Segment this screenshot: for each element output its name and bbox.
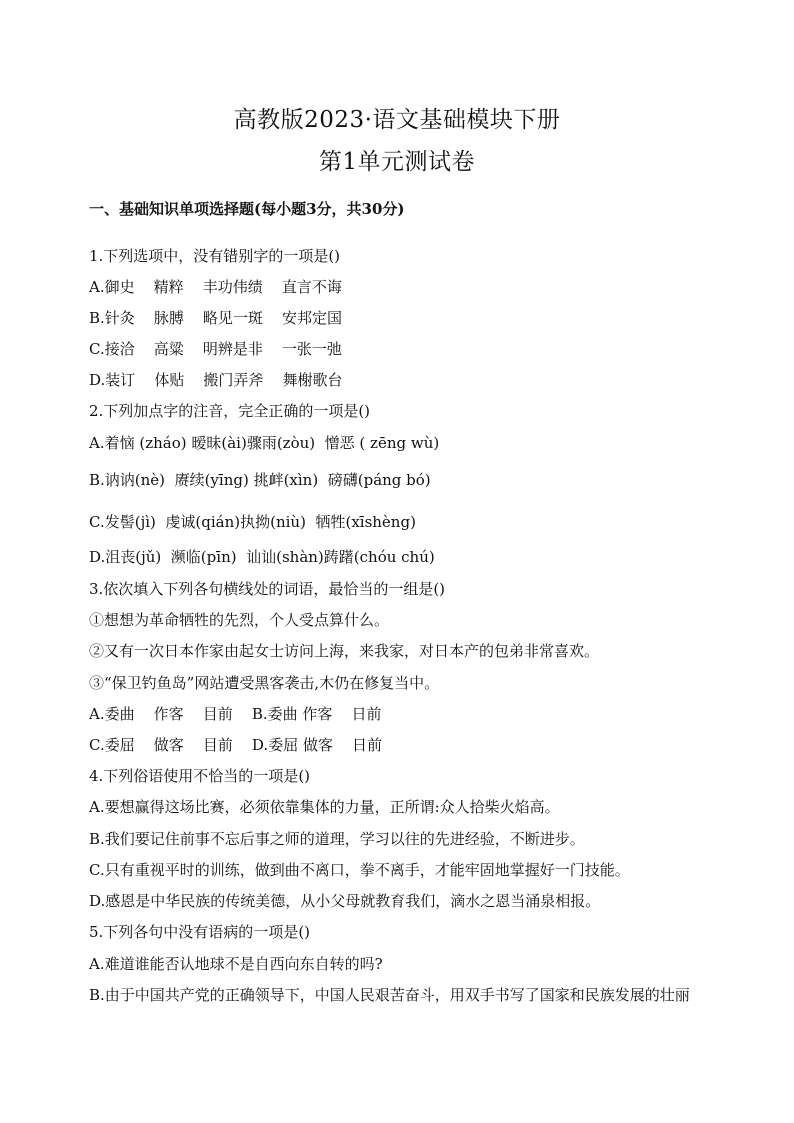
question-1-option-a: A.御史 精粹 丰功伟绩 直言不诲 <box>89 278 342 296</box>
question-3-options-ab: A.委曲 作客 目前 B.委曲 作客 日前 <box>89 705 382 723</box>
question-4-option-a: A.要想赢得这场比赛，必须依靠集体的力量，正所谓:众人拾柴火焰高。 <box>89 798 560 816</box>
question-3-sentence-2: ②又有一次日本作家由起女士访问上海，来我家，对日本产的包弟非常喜欢。 <box>89 642 600 660</box>
document-title: 高教版2023·语文基础模块下册 <box>233 107 561 133</box>
question-5-option-a: A.难道谁能否认地球不是自西向东自转的吗? <box>89 955 383 973</box>
question-1-stem: 1.下列选项中，没有错别字的一项是() <box>89 247 341 265</box>
question-3-sentence-1: ①想想为革命牺牲的先烈，个人受点算什么。 <box>89 611 390 629</box>
document-subtitle: 第1单元测试卷 <box>318 149 476 175</box>
question-4-option-d: D.感恩是中华民族的传统美德，从小父母就教育我们，滴水之恩当涌泉相报。 <box>89 892 601 910</box>
question-4-option-b: B.我们要记住前事不忘后事之师的道理，学习以往的先进经验，不断进步。 <box>89 830 585 848</box>
question-4-option-c: C.只有重视平时的训练，做到曲不离口，拳不离手，才能牢固地掌握好一门技能。 <box>89 861 630 879</box>
question-4-stem: 4.下列俗语使用不恰当的一项是() <box>89 767 311 785</box>
question-2-option-b: B.讷讷(nè) 赓续(yīng) 挑衅(xìn) 磅礴(páng bó) <box>89 471 431 489</box>
question-2-option-c: C.发髻(jì) 虔诚(qián)执拗(niù) 牺牲(xīshèng) <box>89 513 416 531</box>
question-1-option-b: B.针灸 脉膊 略见一斑 安邦定国 <box>89 309 343 327</box>
question-3-stem: 3.依次填入下列各句横线处的词语，最恰当的一组是() <box>89 580 446 598</box>
question-1-option-c: C.接洽 高粱 明辨是非 一张一弛 <box>89 340 342 358</box>
question-3-options-cd: C.委屈 做客 目前 D.委屈 做客 日前 <box>89 736 383 754</box>
section-heading: 一、基础知识单项选择题(每小题3分，共30分) <box>89 200 405 218</box>
question-2-option-d: D.沮丧(jǔ) 濒临(pīn) 讪讪(shàn)踌躇(chóu chú) <box>89 548 435 566</box>
question-3-sentence-3: ③“保卫钓鱼岛”网站遭受黑客袭击,木仍在修复当中。 <box>89 674 440 692</box>
question-5-option-b: B.由于中国共产党的正确领导下，中国人民艰苦奋斗，用双手书写了国家和民族发展的壮丽 <box>89 986 690 1004</box>
question-1-option-d: D.装订 体贴 搬门弄斧 舞榭歌台 <box>89 371 343 389</box>
question-5-stem: 5.下列各句中没有语病的一项是() <box>89 923 311 941</box>
question-2-stem: 2.下列加点字的注音，完全正确的一项是() <box>89 402 371 420</box>
question-2-option-a: A.着恼 (zháo) 暧昧(ài)骤雨(zòu) 憎恶 ( zēng wù) <box>89 434 440 452</box>
